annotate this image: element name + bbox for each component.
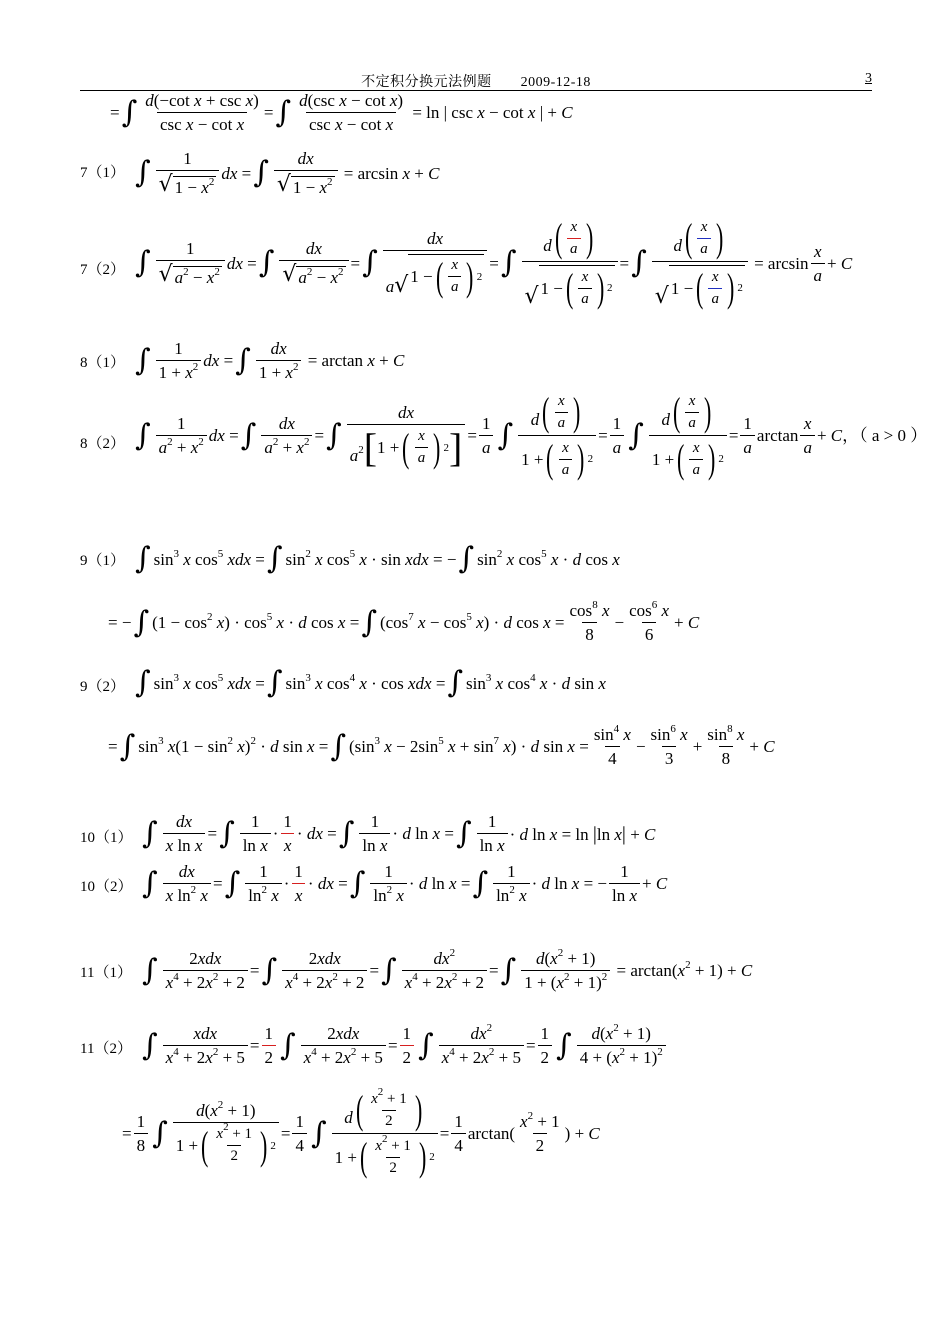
equation-9-2-cont: = ∫ $\sin^3 x(1 - \sin^2 x)^2 \cdot d$ sin x = ∫ ($\sin^3$ $x - 2\sin^5$ $x + \sin^7 x) \cdot d$ sin x = $\frac{\sin^4 x}{4}$ − $\frac{\sin^6 x}{3}$ + $\frac{\sin^8 x}{8}$ + C xyxy=(108,723,775,768)
problem-label: 9（1） xyxy=(80,553,126,569)
equation-8-2: ∫ $\frac{1}{a^2 + x^2}$ dx = ∫ $\frac{dx}{a^2 + x^2}$ = ∫ dx $a^2$ [ 1 + ( $\frac{x}{a}$ ) 2 ] = $\frac{1}{a}$ ∫ d ( $\frac{x}{a}$ ) 1 + ( $\frac{x}{a}$ ) 2 = $\frac{1}{a}$ ∫ d ( $\frac{x}{a}$ ) 1 + ( $\frac{x}{a}$ ) 2 = $\frac{1}{a}$ arctan $\frac{x}{a}$ + C ，（ a > 0 ） xyxy=(135,389,928,481)
page-number: 3 xyxy=(865,71,872,86)
equation-11-2: ∫ $\frac{\text{xdx}}{x^4 + 2x^2 + 5}$ = $\frac{1}{2}$ ∫ $\frac{\text{2xdx}}{x^4 + 2x^2 + 5}$ = $\frac{1}{2}$ ∫ $\frac{dx^2}{x^4 + 2x^2 + 5}$ = $\frac{1}{2}$ ∫ $\frac{d(x^2 + 1)}{4 + (x^2 + 1)^2}$ xyxy=(140,1025,668,1066)
equation-11-1: ∫ $\frac{\text{2xdx}}{x^4 + 2x^2 + 2}$ = ∫ $\frac{\text{2xdx}}{x^4 + 2x^2 + 2}$ = ∫ $\frac{dx^2}{x^4 + 2x^2 + 2}$ = ∫ $\frac{d(x^2 + 1)}{1 + (x^2 + 1)^2}$ = $\arctan(x^2 + 1) + C$ xyxy=(142,947,753,992)
condition-a-positive: ，（ a > 0 ） xyxy=(842,426,928,445)
equation-line-continuation: = ∫ $\frac{\text{d(−cot x + csc x)}}{\text{csc x − cot x}}$ = ∫ $\frac{\text{d(csc x − cot x)}}{\text{csc x − cot x}}$ = ln | csc x − cot x | + C xyxy=(110,91,573,134)
equation-7-1: ∫ 1 √ $1 - x^2$ dx = ∫ dx √ $1 - x^2$ = arcsin x + C xyxy=(135,149,440,197)
problem-label: 9（2） xyxy=(80,679,126,695)
equation-9-2: ∫ $\sin^3 x$ $\cos^5$ xdx = ∫ $\sin^3 x$ $\cos^4 x \cdot \cos$ xdx = ∫ $\sin^3 x$ $\cos^4 x \cdot d$ sin x xyxy=(135,665,606,700)
equation-8-1: ∫ $\frac{1}{1 + x^2}$ dx = ∫ $\frac{dx}{1 + x^2}$ = arctan x + C xyxy=(135,339,405,382)
problem-label: 8（1） xyxy=(80,355,126,371)
equation-9-1: ∫ $\sin^3 x$ $\cos^5$ xdx = ∫ $\sin^2 x$ $\cos^5 x \cdot \sin$ xdx = − ∫ $\sin^2 x$ $\cos^5 x \cdot d$ cos x xyxy=(135,541,620,576)
problem-label: 10（1） xyxy=(80,830,133,846)
problem-label: 7（1） xyxy=(80,165,126,181)
equation-7-2: ∫ 1 √ $a^2 - x^2$ dx = ∫ dx √ $a^2 - x^2$ = ∫ dx a √ 1 − ( $\frac{x}{a}$ ) 2 = ∫ d ( $\frac{x}{a}$ ) √ 1 − ( $\frac{x}{a}$ ) 2 = ∫ d ( $\frac{x}{a}$ ) √ 1 − ( $\frac{x}{a}$ ) 2 = arcsin $\frac{x}{a}$ + C xyxy=(135,215,853,310)
problem-label: 7（2） xyxy=(80,262,126,278)
problem-label: 10（2） xyxy=(80,879,133,895)
problem-label: 11（1） xyxy=(80,965,132,981)
header-title: 不定积分换元法例题 2009-12-18 xyxy=(361,75,591,90)
equation-9-1-cont: = − ∫ $(1 - \cos^2 x) \cdot \cos^5 x \cdot d$ cos x = ∫ ($\cos^7$ $x - \cos^5 x) \cdot d$ cos x = $\frac{\cos^8 x}{8}$ − $\frac{\cos^6 x}{6}$ + C xyxy=(108,599,700,644)
equation-10-2: ∫ $\frac{dx}{x \ln^2 x}$ = ∫ $\frac{1}{\ln^2 x}$ · $\frac{1}{x}$ · dx = ∫ $\frac{1}{\ln^2 x}$ · d ln x = ∫ $\frac{1}{\ln^2 x}$ · d ln x = − $\frac{1}{\text{ln x}}$ + C xyxy=(142,862,668,905)
equation-10-1: ∫ $\frac{dx}{\text{x ln x}}$ = ∫ $\frac{1}{\text{ln x}}$ · $\frac{1}{x}$ · dx = ∫ $\frac{1}{\text{ln x}}$ · d ln x = ∫ $\frac{1}{\text{ln x}}$ · d ln x = ln |ln x| + C xyxy=(142,812,656,855)
page-header xyxy=(80,70,872,91)
equation-11-2-cont: = $\frac{1}{8}$ ∫ $d(x^2 + 1)$ 1 + ( $\frac{x^2 + 1}{2}$ ) 2 = $\frac{1}{4}$ ∫ d ( $\frac{x^2 + 1}{2}$ ) 1 + ( $\frac{x^2 + 1}{2}$ ) 2 = $\frac{1}{4}$ arctan( $\frac{x^2 + 1}{2}$ ) + C xyxy=(122,1085,600,1179)
problem-label: 8（2） xyxy=(80,436,126,452)
problem-label: 11（2） xyxy=(80,1041,132,1057)
